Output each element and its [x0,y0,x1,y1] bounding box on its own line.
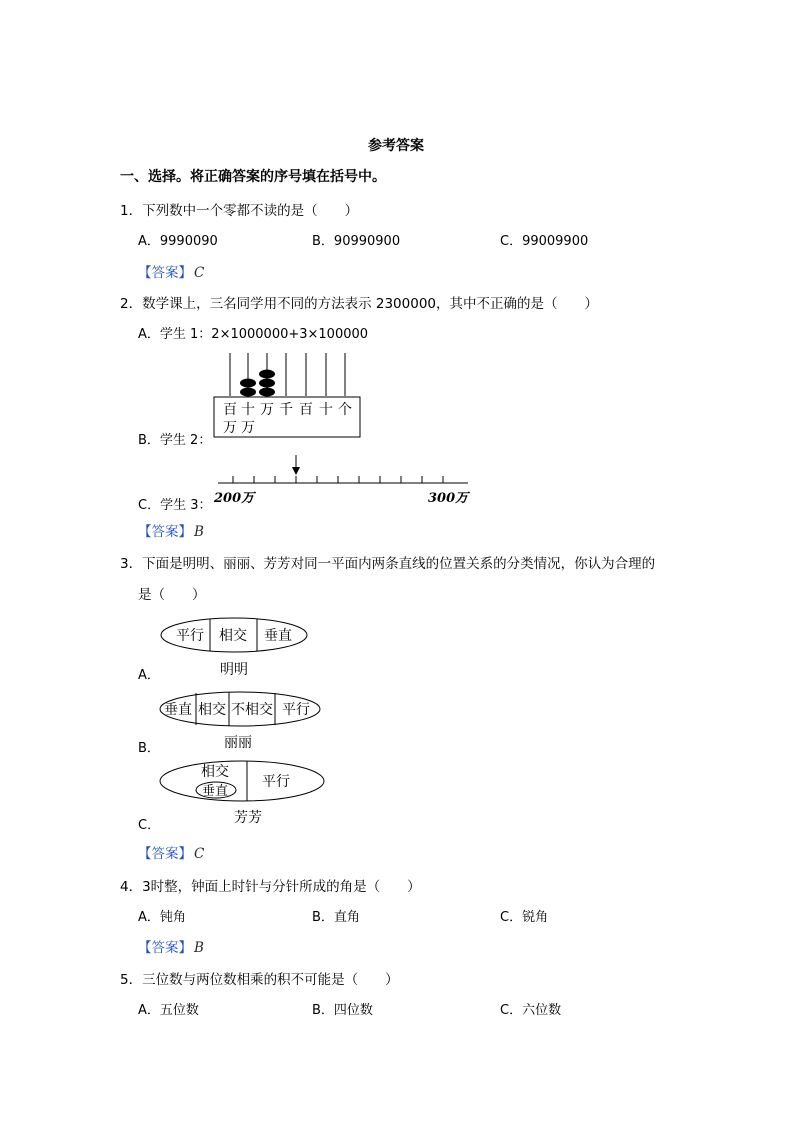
question-5-stem: 5．三位数与两位数相乘的积不可能是（ ） [120,972,399,988]
q2-answer [138,520,204,540]
q1-answer [138,261,204,281]
q3-option-c: C． [138,818,161,833]
oval-cell: 平行 [262,774,290,790]
q4-option-b: B．直角 [312,910,360,925]
abacus-label: 万 [260,402,274,418]
oval-cell: 平行 [176,628,204,644]
oval-name: 丽丽 [224,735,252,751]
answer-value: B [194,940,204,956]
abacus-bead [259,370,275,379]
question-3-stem: 3．下面是明明、丽丽、芳芳对同一平面内两条直线的位置关系的分类情况，你认为合理的 [120,556,656,572]
q2-option-b: B．学生 2： [138,433,212,448]
abacus-label: 百 [299,402,313,418]
q5-option-c: C．六位数 [500,1003,562,1018]
oval-cell: 垂直 [202,784,229,799]
section-heading: 一、选择。将正确答案的序号填在括号中。 [120,169,386,185]
question-2-stem: 2．数学课上，三名同学用不同的方法表示 2300000，其中不正确的是（ ） [120,296,599,312]
q3-option-a: A． [138,668,160,683]
arrow-down-icon [292,467,300,475]
answer-value: B [194,524,204,540]
abacus-label: 个 [338,402,352,418]
abacus-bead [259,379,275,388]
classification-oval-c [158,758,328,830]
abacus-figure [210,348,365,443]
question-1-stem: 1．下列数中一个零都不读的是（ ） [120,203,359,219]
oval-cell: 平行 [282,702,310,718]
abacus-beads [240,370,275,397]
answer-label: 【答案】 [138,846,192,862]
page-title: 参考答案 [368,138,424,154]
q4-answer [138,936,204,956]
answer-value: C [194,265,205,281]
oval-cell: 不相交 [231,702,273,718]
oval-cell: 垂直 [264,628,292,644]
number-line-figure [210,452,480,512]
answer-label: 【答案】 [138,524,192,540]
q5-option-b: B．四位数 [312,1003,373,1018]
numberline-label-end: 300万 [428,491,469,506]
q1-option-b: B．90990900 [312,234,401,249]
oval-cell: 相交 [198,702,226,718]
question-3-stem-cont: 是（ ） [138,587,206,603]
answer-value: C [194,846,205,862]
q3-option-b: B． [138,741,160,756]
q3-answer [138,842,204,862]
q4-option-c: C．锐角 [500,910,549,925]
abacus-bead [259,388,275,397]
oval-cell: 相交 [201,764,229,780]
abacus-bead [240,379,256,388]
q1-option-c: C．99009900 [500,234,589,249]
numberline-label-start: 200万 [214,491,255,506]
q1-option-a: A．9990090 [138,234,218,249]
q2-option-a: A．学生 1：2×1000000+3×100000 [138,327,369,342]
oval-name: 芳芳 [234,810,262,826]
answer-label: 【答案】 [138,940,192,956]
q2-option-c: C．学生 3： [138,498,212,513]
oval-name: 明明 [220,662,248,678]
classification-oval-b [158,690,323,754]
q4-option-a: A．钝角 [138,910,186,925]
abacus-label: 万 [241,420,255,436]
q5-option-a: A．五位数 [138,1003,199,1018]
abacus-label: 千 [279,402,293,418]
abacus-bead [240,388,256,397]
answer-label: 【答案】 [138,265,192,281]
abacus-label: 十 [319,402,333,418]
classification-oval-a [158,614,313,680]
abacus-label: 十 [241,402,255,418]
question-4-stem: 4．3时整，钟面上时针与分针所成的角是（ ） [120,879,421,895]
oval-cell: 相交 [219,628,247,644]
abacus-label: 百 [223,402,237,418]
oval-cell: 垂直 [164,702,192,718]
abacus-label: 万 [223,420,237,436]
